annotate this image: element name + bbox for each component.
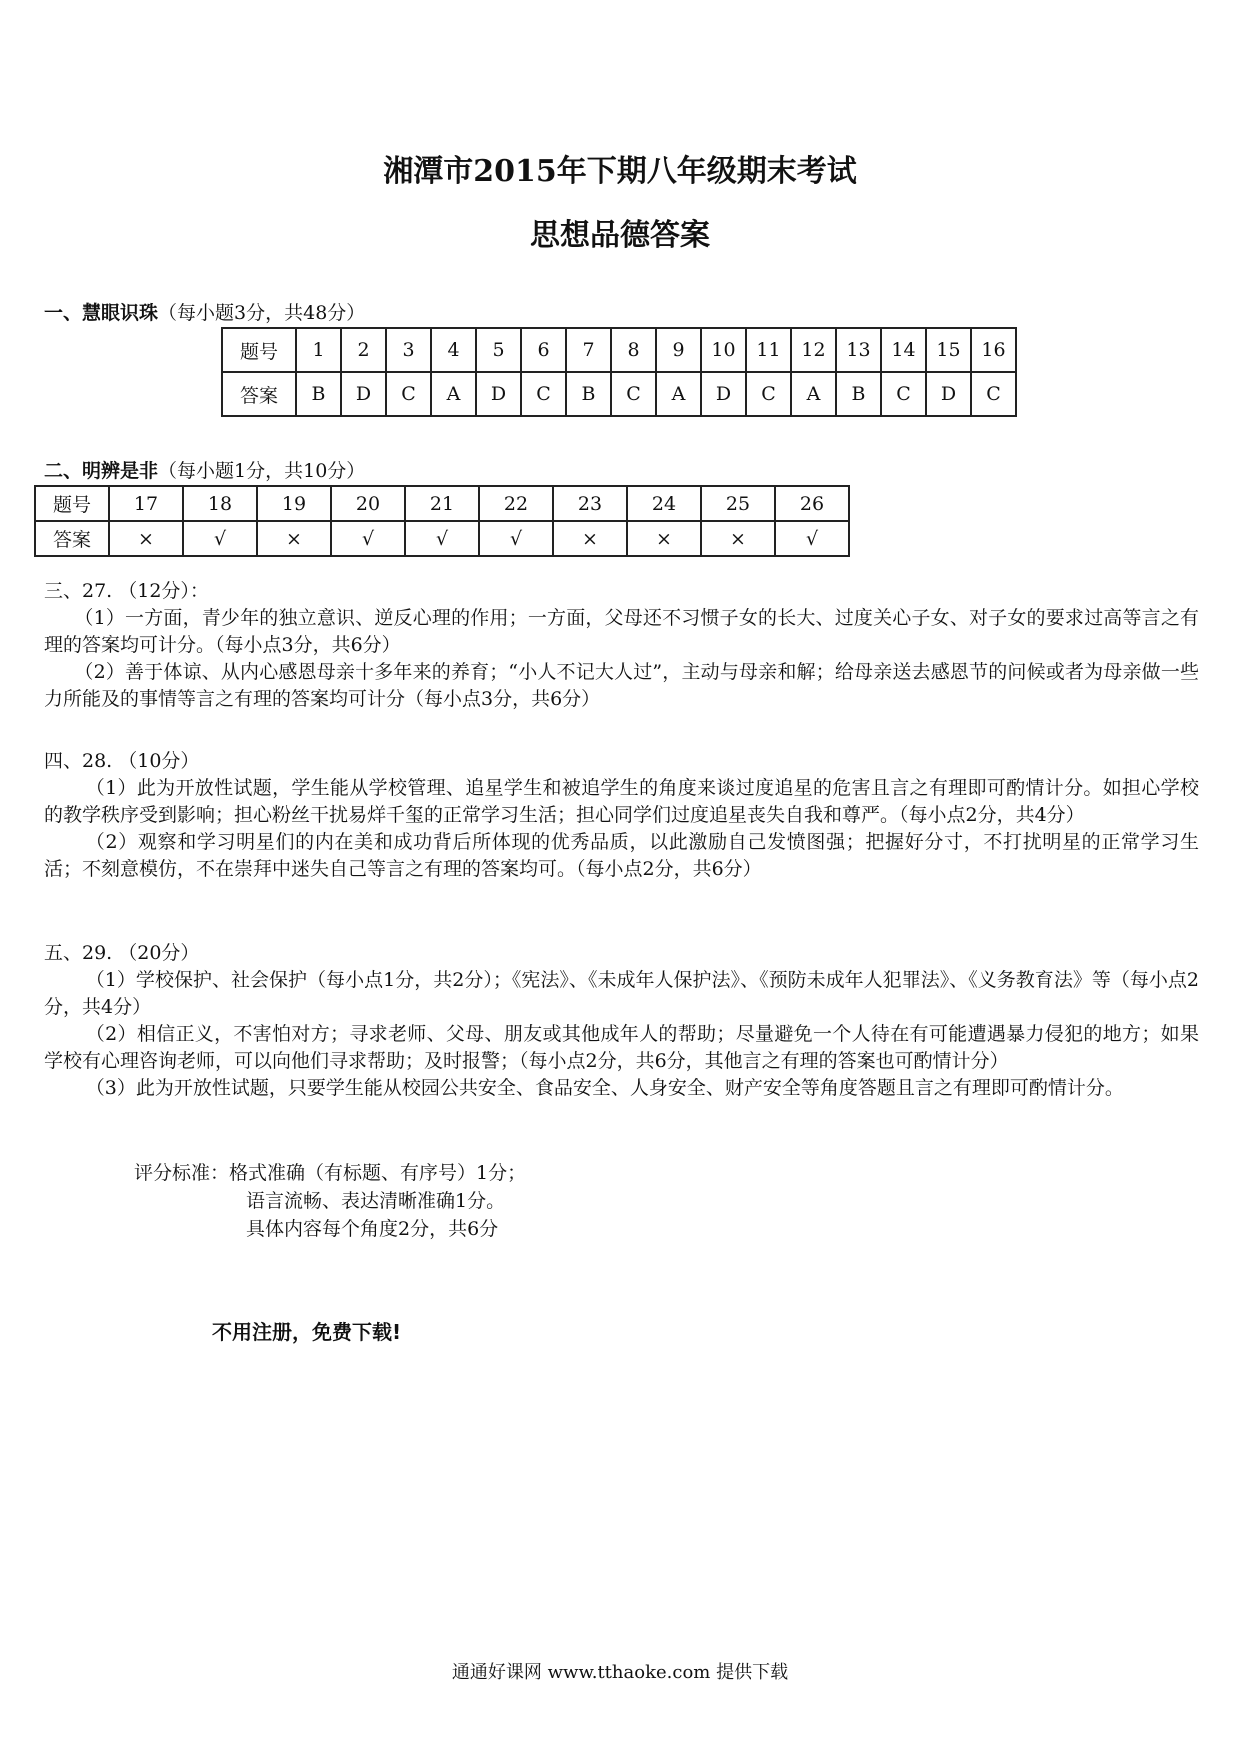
- answer-cell: C: [881, 372, 926, 416]
- question-number-cell: 19: [257, 486, 331, 521]
- answer-cell: √: [183, 521, 257, 556]
- section3-answer-2: （2）善于体谅、从内心感恩母亲十多年来的养育；“小人不记大人过”，主动与母亲和解；给母亲送去感恩节的问候或者为母亲做一些力所能及的事情等言之有理的答案均可计分（每小点3分，共6分）: [44, 661, 1199, 710]
- question-number-cell: 3: [386, 328, 431, 372]
- answer-cell: B: [566, 372, 611, 416]
- table-row: [222, 328, 1016, 372]
- question-number-cell: 13: [836, 328, 881, 372]
- criteria-line-2: 语言流畅、表达清晰准确1分。: [246, 1190, 506, 1212]
- question-number-cell: 25: [701, 486, 775, 521]
- section5-answer-2: （2）相信正义，不害怕对方；寻求老师、父母、朋友或其他成年人的帮助；尽量避免一个人待在有可能遭遇暴力侵犯的地方；如果学校有心理咨询老师，可以向他们寻求帮助；及时报警；（每小点2分，共6分，其他言之有理的答案也可酌情计分）: [44, 1023, 1199, 1072]
- answer-cell: A: [431, 372, 476, 416]
- question-number-cell: 23: [553, 486, 627, 521]
- free-download-banner: 不用注册，免费下载!: [212, 1320, 402, 1344]
- question-number-cell: 12: [791, 328, 836, 372]
- section1-answer-table: [221, 327, 1017, 417]
- row-label: 答案: [222, 372, 296, 416]
- answer-cell: D: [701, 372, 746, 416]
- answer-cell: ×: [257, 521, 331, 556]
- section1-heading-bold: 一、慧眼识珠: [44, 302, 159, 324]
- answer-cell: ×: [701, 521, 775, 556]
- question-number-cell: 24: [627, 486, 701, 521]
- section2-heading-bold: 二、明辨是非: [44, 460, 159, 482]
- document-title: 湘潭市2015年下期八年级期末考试: [383, 154, 857, 189]
- section4: [44, 748, 1199, 883]
- question-number-cell: 10: [701, 328, 746, 372]
- row-label: 题号: [222, 328, 296, 372]
- section5-heading: 五、29. （20分）: [44, 942, 200, 964]
- criteria-line-1: 评分标准：格式准确（有标题、有序号）1分；: [134, 1162, 527, 1184]
- table-row: [35, 486, 849, 521]
- question-number-cell: 7: [566, 328, 611, 372]
- question-number-cell: 6: [521, 328, 566, 372]
- grading-criteria: [134, 1159, 526, 1243]
- answer-cell: C: [386, 372, 431, 416]
- document-subtitle: 思想品德答案: [530, 218, 710, 253]
- question-number-cell: 8: [611, 328, 656, 372]
- answer-cell: ×: [109, 521, 183, 556]
- question-number-cell: 9: [656, 328, 701, 372]
- answer-cell: C: [746, 372, 791, 416]
- question-number-cell: 20: [331, 486, 405, 521]
- question-number-cell: 2: [341, 328, 386, 372]
- question-number-cell: 22: [479, 486, 553, 521]
- section2-heading-note: （每小题1分，共10分）: [158, 460, 366, 482]
- footer-credit: 通通好课网 www.tthaoke.com 提供下载: [451, 1662, 789, 1683]
- question-number-cell: 21: [405, 486, 479, 521]
- question-number-cell: 15: [926, 328, 971, 372]
- section5-answer-1: （1）学校保护、社会保护（每小点1分，共2分）；《宪法》、《未成年人保护法》、《预防未成年人犯罪法》、《义务教育法》等（每小点2分，共4分）: [44, 969, 1199, 1018]
- section3: [44, 578, 1199, 713]
- section1-heading-note: （每小题3分，共48分）: [158, 302, 366, 324]
- question-number-cell: 17: [109, 486, 183, 521]
- answer-cell: B: [836, 372, 881, 416]
- answer-cell: ×: [553, 521, 627, 556]
- section5: [44, 940, 1199, 1102]
- section4-heading: 四、28. （10分）: [44, 750, 200, 772]
- question-number-cell: 14: [881, 328, 926, 372]
- section5-answer-3: （3）此为开放性试题，只要学生能从校园公共安全、食品安全、人身安全、财产安全等角度答题且言之有理即可酌情计分。: [85, 1077, 1124, 1099]
- section3-answer-1: （1）一方面，青少年的独立意识、逆反心理的作用；一方面，父母还不习惯子女的长大、过度关心子女、对子女的要求过高等言之有理的答案均可计分。（每小点3分，共6分）: [44, 607, 1199, 656]
- answer-cell: ×: [627, 521, 701, 556]
- question-number-cell: 16: [971, 328, 1016, 372]
- answer-cell: A: [791, 372, 836, 416]
- answer-cell: √: [405, 521, 479, 556]
- question-number-cell: 4: [431, 328, 476, 372]
- question-number-cell: 5: [476, 328, 521, 372]
- row-label: 题号: [35, 486, 109, 521]
- answer-cell: C: [521, 372, 566, 416]
- section1-heading: [44, 298, 365, 325]
- answer-cell: B: [296, 372, 341, 416]
- section2-answer-table: [34, 485, 850, 557]
- section4-answer-2: （2）观察和学习明星们的内在美和成功背后所体现的优秀品质，以此激励自己发愤图强；把握好分寸，不打扰明星的正常学习生活；不刻意模仿，不在崇拜中迷失自己等言之有理的答案均可。（每小点2分，共6分）: [44, 831, 1199, 880]
- section2-heading: [44, 456, 365, 483]
- row-label: 答案: [35, 521, 109, 556]
- answer-cell: C: [611, 372, 656, 416]
- criteria-line-3: 具体内容每个角度2分，共6分: [246, 1218, 499, 1240]
- question-number-cell: 11: [746, 328, 791, 372]
- answer-cell: D: [926, 372, 971, 416]
- answer-cell: A: [656, 372, 701, 416]
- answer-cell: √: [775, 521, 849, 556]
- question-number-cell: 1: [296, 328, 341, 372]
- answer-cell: D: [476, 372, 521, 416]
- question-number-cell: 26: [775, 486, 849, 521]
- question-number-cell: 18: [183, 486, 257, 521]
- table-row: [222, 372, 1016, 416]
- answer-cell: C: [971, 372, 1016, 416]
- answer-cell: √: [479, 521, 553, 556]
- section4-answer-1: （1）此为开放性试题，学生能从学校管理、追星学生和被追学生的角度来谈过度追星的危害且言之有理即可酌情计分。如担心学校的教学秩序受到影响；担心粉丝干扰易烊千玺的正常学习生活；担心同学们过度追星丧失自我和尊严。（每小点2分，共4分）: [44, 777, 1199, 826]
- section3-heading: 三、27. （12分）：: [44, 580, 209, 602]
- table-row: [35, 521, 849, 556]
- answer-cell: D: [341, 372, 386, 416]
- answer-cell: √: [331, 521, 405, 556]
